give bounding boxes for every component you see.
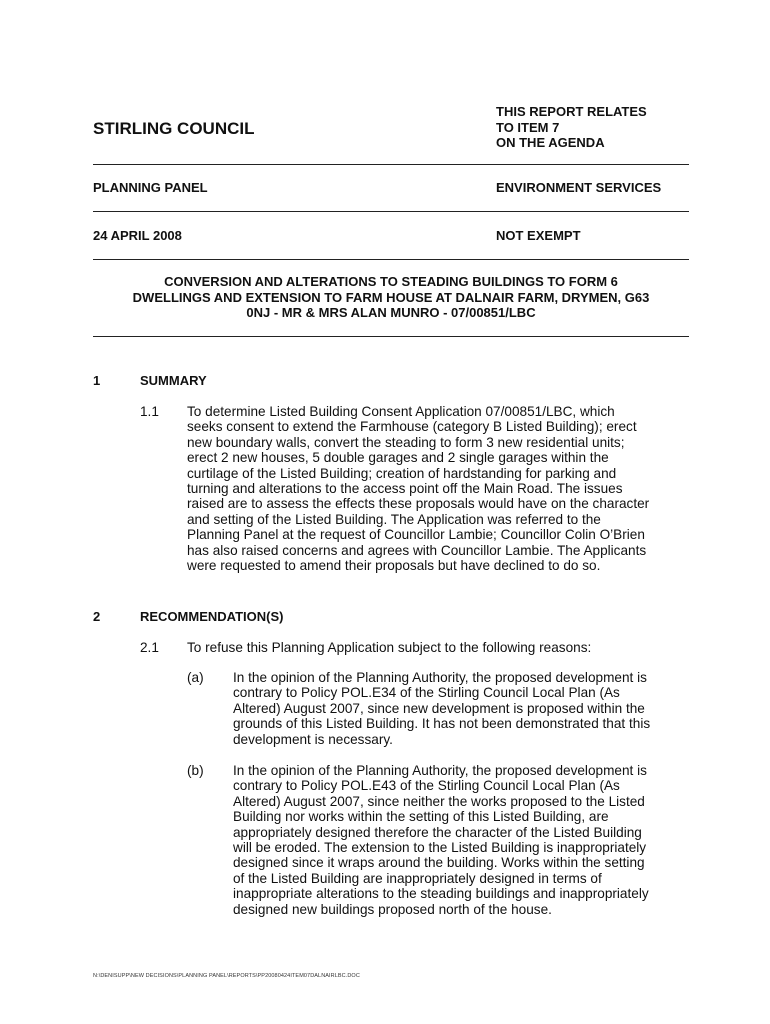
agenda-reference-line: ON THE AGENDA (496, 135, 605, 150)
text-line: will be eroded. The extension to the Listed Building is inappropriately (233, 840, 647, 856)
text-line: contrary to Policy POL.E43 of the Stirling Council Local Plan (As (233, 778, 620, 794)
text-line: development is necessary. (233, 731, 393, 747)
text-line: Altered) August 2007, since neither the works proposed to the Listed (233, 793, 645, 809)
text-line: seeks consent to extend the Farmhouse (category B Listed Building); erect (187, 419, 637, 435)
text-line: erect 2 new houses, 5 double garages and 2 single garages within the (187, 450, 609, 466)
section-heading: SUMMARY (140, 373, 207, 388)
paragraph-number: 2.1 (140, 640, 159, 655)
text-line: In the opinion of the Planning Authority, the proposed development is (233, 763, 647, 778)
report-title-line: 0NJ - MR & MRS ALAN MUNRO - 07/00851/LBC (246, 305, 536, 320)
footer-file-path: N:\DENISUPP\NEW DECISIONS\PLANNING PANEL\REPORTS\PP20080424ITEM07DALNAIRLBC.DOC (93, 973, 360, 979)
text-line: grounds of this Listed Building. It has not been demonstrated that this (233, 716, 651, 732)
text-line: contrary to Policy POL.E34 of the Stirling Council Local Plan (As (233, 685, 620, 701)
council-name: STIRLING COUNCIL (93, 119, 255, 138)
agenda-reference (496, 104, 647, 151)
report-date: 24 APRIL 2008 (93, 228, 182, 243)
divider (93, 164, 689, 165)
text-line: curtilage of the Listed Building; creation of hardstanding for parking and (187, 465, 617, 481)
section-number: 2 (93, 609, 101, 624)
reason-text (233, 670, 677, 747)
divider (93, 259, 689, 260)
text-line: In the opinion of the Planning Authority, the proposed development is (233, 670, 647, 685)
section-number: 1 (93, 373, 101, 388)
text-line: Planning Panel at the request of Councillor Lambie; Councillor Colin O’Brien (187, 527, 645, 543)
divider (93, 211, 689, 212)
text-line: Altered) August 2007, since new development is proposed within the (233, 700, 645, 716)
text-line: To determine Listed Building Consent Application 07/00851/LBC, which (187, 404, 615, 419)
report-title-line: DWELLINGS AND EXTENSION TO FARM HOUSE AT DALNAIR FARM, DRYMEN, G63 (132, 289, 650, 305)
text-line: of the Listed Building are inappropriately designed in terms of (233, 870, 602, 886)
text-line: Building nor works within the setting of this Listed Building, are (233, 809, 609, 825)
text-line: raised are to assess the effects these proposals would have on the character (187, 496, 650, 512)
text-line: designed new buildings proposed north of the house. (233, 901, 552, 917)
panel-name: PLANNING PANEL (93, 180, 208, 195)
reason-text (233, 763, 677, 917)
report-title-line: CONVERSION AND ALTERATIONS TO STEADING BUILDINGS TO FORM 6 (164, 274, 618, 289)
text-line: designed since it wraps around the building. Works within the setting (233, 855, 645, 871)
reason-label: (b) (187, 763, 204, 778)
paragraph-number: 1.1 (140, 404, 159, 419)
agenda-reference-line: THIS REPORT RELATES (496, 104, 647, 119)
text-line: has also raised concerns and agrees with Councillor Lambie. The Applicants (187, 542, 647, 558)
exempt-status: NOT EXEMPT (496, 228, 581, 243)
service-name: ENVIRONMENT SERVICES (496, 180, 662, 195)
summary-paragraph (187, 404, 677, 573)
divider (93, 336, 689, 337)
recommendation-intro: To refuse this Planning Application subject to the following reasons: (187, 640, 592, 655)
agenda-reference-line: TO ITEM 7 (496, 119, 560, 135)
section-heading: RECOMMENDATION(S) (140, 609, 284, 624)
text-line: turning and alterations to the access point off the Main Road. The issues (187, 481, 623, 497)
text-line: appropriately designed therefore the character of the Listed Building (233, 824, 642, 840)
text-line: inappropriate alterations to the steading buildings and inappropriately (233, 886, 649, 902)
text-line: were requested to amend their proposals but have declined to do so. (187, 558, 601, 574)
report-title (93, 274, 689, 321)
text-line: and setting of the Listed Building. The Application was referred to the (187, 511, 601, 527)
reason-label: (a) (187, 670, 204, 685)
text-line: new boundary walls, convert the steading to form 3 new residential units; (187, 434, 625, 450)
